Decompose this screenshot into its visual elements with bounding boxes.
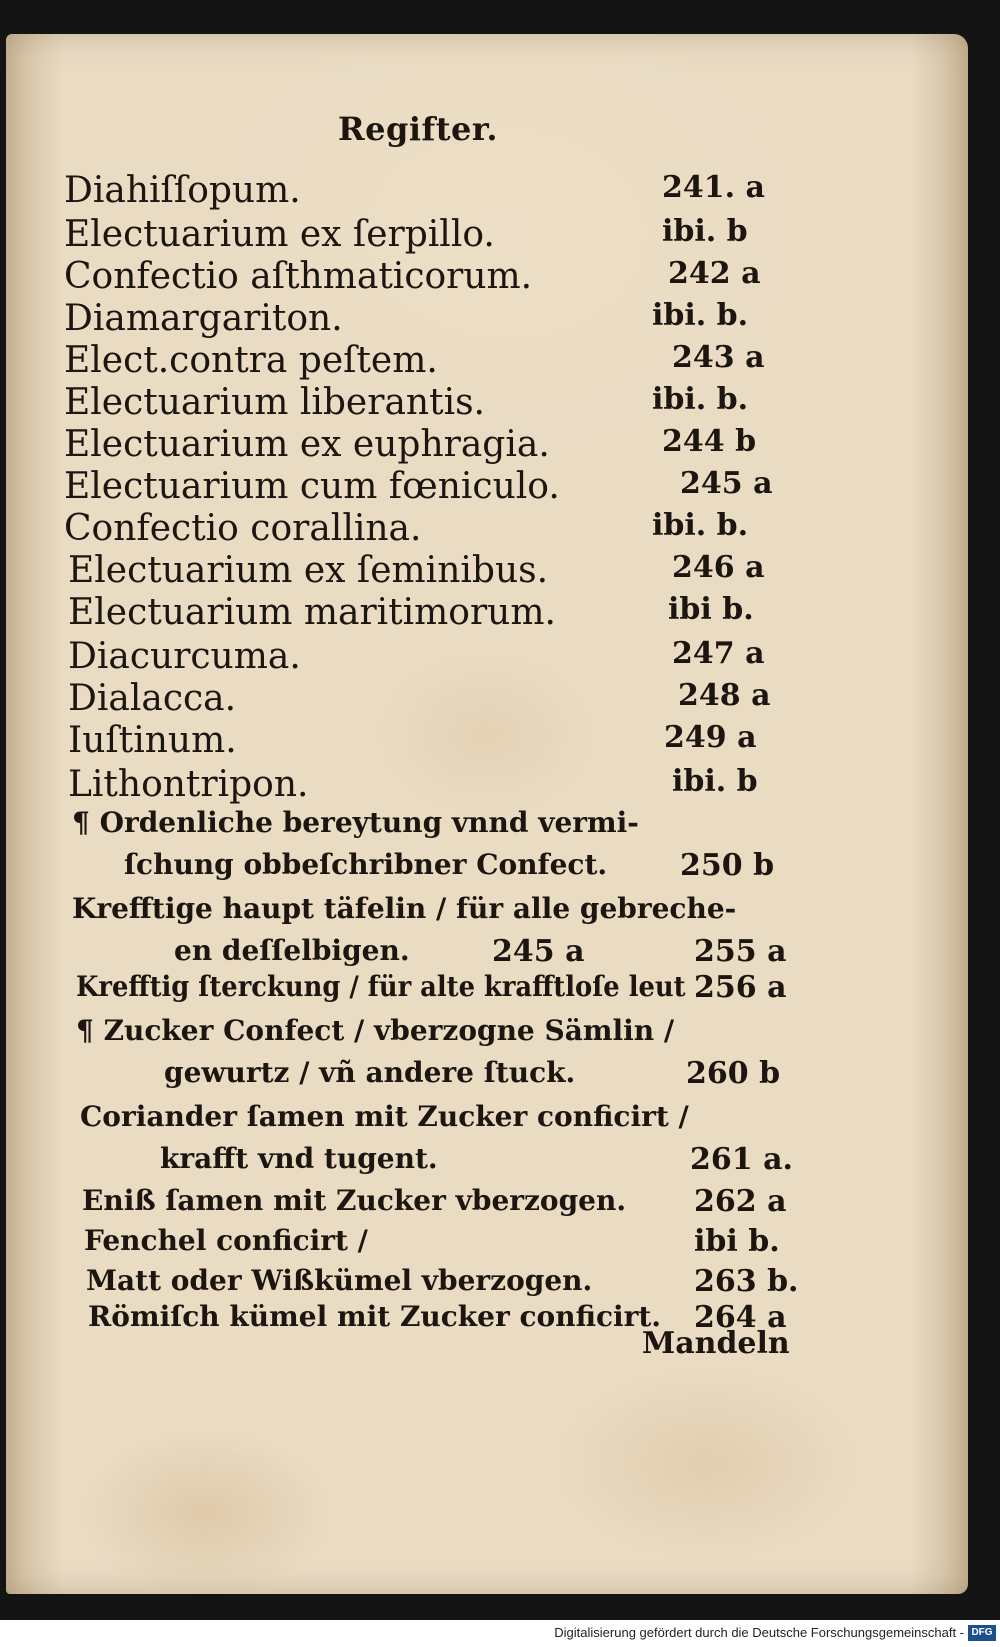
entry-text: Electuarium ex ſerpillo. — [64, 214, 495, 255]
entry-page: 260 b — [686, 1056, 781, 1091]
register-entry — [0, 636, 1000, 680]
entry-text: en deſſelbigen. — [174, 934, 410, 967]
footer-credit: Digitalisierung gefördert durch die Deutsche Forschungsgemeinschaft - — [554, 1625, 964, 1640]
register-entry — [0, 1056, 1000, 1100]
entry-page: 248 a — [678, 678, 771, 713]
register-entry — [0, 764, 1000, 808]
catchword: Mandeln — [642, 1326, 790, 1361]
register-entry — [0, 382, 1000, 426]
register-entry — [0, 848, 1000, 892]
register-entry — [0, 892, 1000, 936]
entry-page: 245 a — [680, 466, 773, 501]
entry-page: 255 a — [694, 934, 787, 969]
entry-page: 263 b. — [694, 1264, 799, 1299]
entry-text: Electuarium liberantis. — [64, 382, 485, 423]
entry-text: Römiſch kümel mit Zucker conficirt. — [88, 1300, 662, 1333]
entry-text: Eniß ſamen mit Zucker vberzogen. — [82, 1184, 627, 1217]
entry-text: ¶ Ordenliche bereytung vnnd vermi- — [72, 806, 639, 839]
entry-text: Coriander ſamen mit Zucker conficirt / — [80, 1100, 689, 1133]
entry-text: Fenchel conficirt / — [84, 1224, 368, 1257]
register-entry — [0, 1100, 1000, 1144]
dfg-logo: DFG — [968, 1625, 996, 1641]
entry-page: 246 a — [672, 550, 765, 585]
entry-page: 262 a — [694, 1184, 787, 1219]
entry-page: 264 a — [694, 1300, 787, 1335]
register-entry — [0, 1224, 1000, 1268]
entry-page: 242 a — [668, 256, 761, 291]
entry-text: Elect.contra peſtem. — [64, 340, 438, 381]
entry-text: ſchung obbeſchribner Confect. — [124, 848, 608, 881]
register-entry — [0, 424, 1000, 468]
entry-text: Diahiſſopum. — [64, 170, 301, 211]
register-entry — [0, 550, 1000, 594]
entry-page: 250 b — [680, 848, 775, 883]
entry-page: ibi. b — [662, 214, 748, 249]
entry-page: ibi. b. — [652, 298, 749, 333]
register-entry — [0, 466, 1000, 510]
register-entry — [0, 1142, 1000, 1186]
entry-page: ibi b. — [668, 592, 754, 627]
entry-page: 247 a — [672, 636, 765, 671]
register-entry — [0, 592, 1000, 636]
entry-text: krafft vnd tugent. — [160, 1142, 438, 1175]
page-header: Regifter. — [338, 110, 498, 148]
footer-bar — [0, 1620, 1000, 1647]
entry-text: Iuſtinum. — [68, 720, 237, 761]
register-entry — [0, 970, 1000, 1014]
entry-text: Diacurcuma. — [68, 636, 301, 677]
register-entry — [0, 508, 1000, 552]
entry-page: 256 a — [694, 970, 787, 1005]
entry-text: Electuarium cum fœniculo. — [64, 466, 560, 507]
entry-page: 261 a. — [690, 1142, 793, 1177]
entry-text: Lithontripon. — [68, 764, 309, 805]
register-entry — [0, 340, 1000, 384]
entry-page: ibi. b. — [652, 508, 749, 543]
entry-margin-note: 245 a — [492, 934, 585, 969]
entry-text: Dialacca. — [68, 678, 237, 719]
register-entry — [0, 1300, 1000, 1344]
entry-page: ibi b. — [694, 1224, 780, 1259]
entry-text: Confectio aſthmaticorum. — [64, 256, 533, 297]
entry-page: 244 b — [662, 424, 757, 459]
entry-text: Diamargariton. — [64, 298, 343, 339]
entry-text: Electuarium ex ſeminibus. — [68, 550, 549, 591]
entry-text: Electuarium ex euphragia. — [64, 424, 550, 465]
register-entry — [0, 806, 1000, 850]
entry-page: 243 a — [672, 340, 765, 375]
register-entry — [0, 298, 1000, 342]
entry-text: ¶ Zucker Confect / vberzogne Sämlin / — [76, 1014, 675, 1047]
register-entry — [0, 1014, 1000, 1058]
entry-text: Krefftig ſterckung / für alte krafftloſe leut — [76, 970, 686, 1003]
register-entry — [0, 678, 1000, 722]
entry-text: Electuarium maritimorum. — [68, 592, 556, 633]
entry-text: gewurtz / vñ andere ſtuck. — [164, 1056, 576, 1089]
register-entry — [0, 214, 1000, 258]
register-entry — [0, 720, 1000, 764]
entry-text: Matt oder Wißkümel vberzogen. — [86, 1264, 593, 1297]
entry-text: Krefftige haupt täfelin / für alle gebreche- — [72, 892, 737, 925]
register-entry — [0, 170, 1000, 214]
entry-page: ibi. b — [672, 764, 758, 799]
entry-page: ibi. b. — [652, 382, 749, 417]
register-entry — [0, 1184, 1000, 1228]
entry-page: 249 a — [664, 720, 757, 755]
register-entry — [0, 256, 1000, 300]
entry-page: 241. a — [662, 170, 765, 205]
entry-text: Confectio corallina. — [64, 508, 422, 549]
